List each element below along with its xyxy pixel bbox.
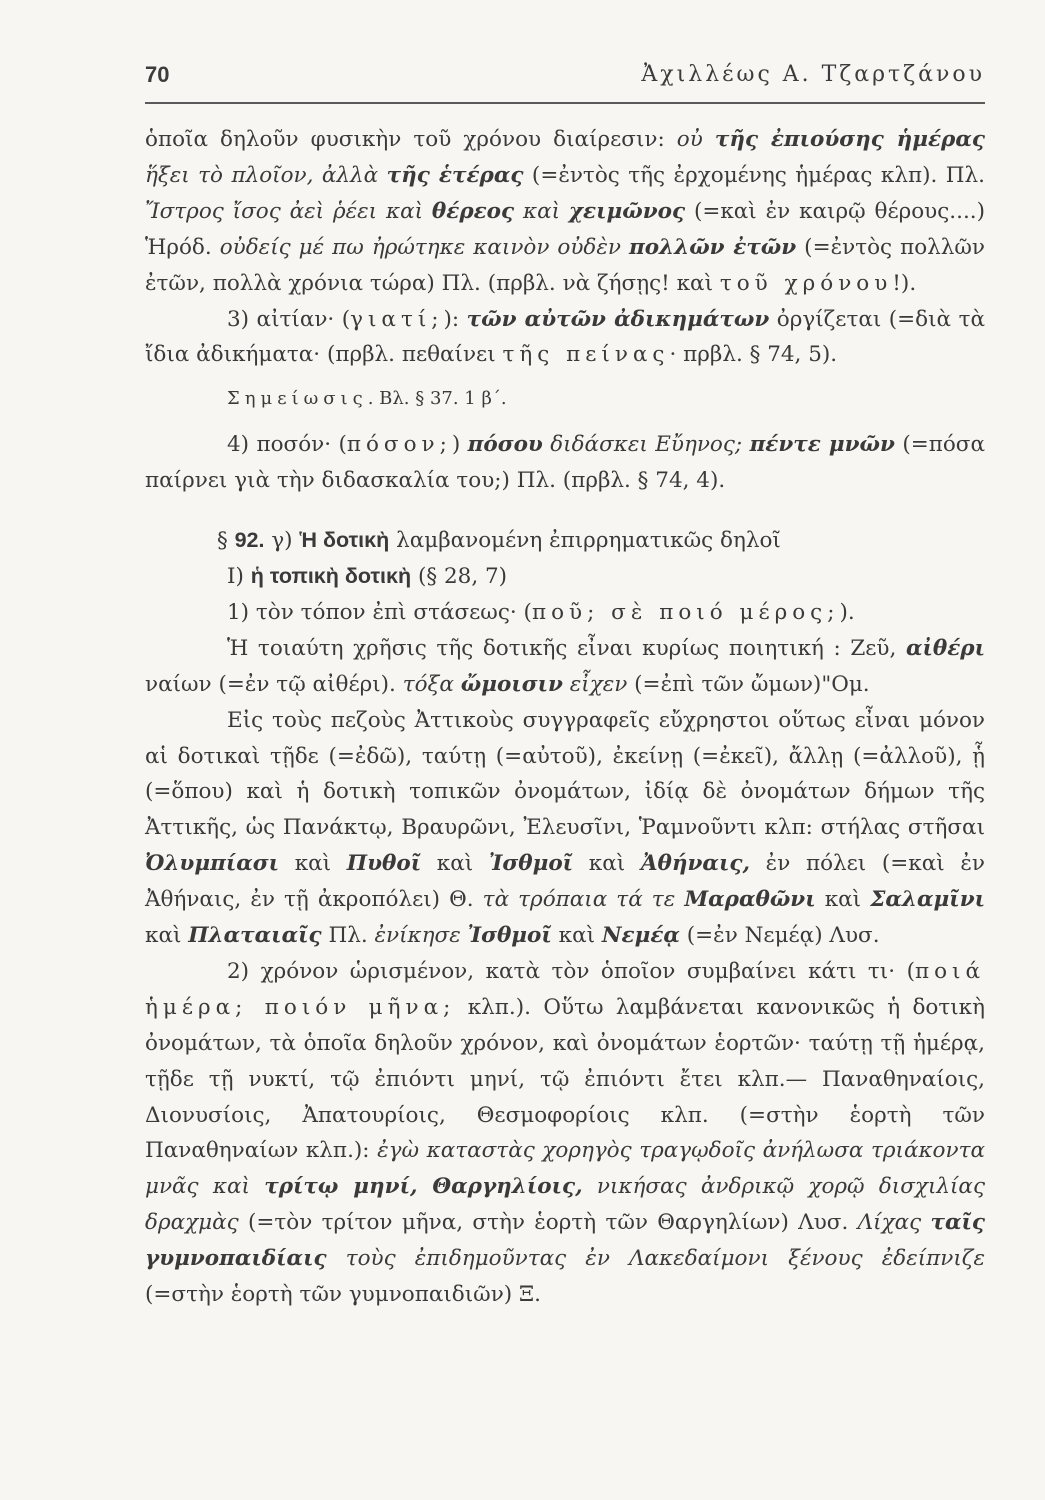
text-run: Ὀλυμπίασι [145,851,280,877]
text-run: πόσου [467,432,543,458]
text-run: (=ἐν Νεμέᾳ) Λυσ. [679,923,880,949]
text-run: Σαλαμῖνι [870,887,986,913]
text-run: ποῦ; σὲ ποιό μέρος; [531,599,840,625]
text-run: πέντε μνῶν [749,432,895,458]
text-run: 3) αἰτίαν· ( [227,306,351,332]
text-run: αἰθέρι [905,635,985,661]
text-run: 1) τὸν τόπον ἐπὶ στάσεως· ( [227,599,532,625]
para-item-3 [145,302,985,374]
text-run: 2) χρόνον ὡρισμένον, κατὰ τὸν ὁποῖον συμβαίνει κάτι τι· ( [227,958,915,984]
text-run: Νεμέᾳ [601,923,680,949]
text-run: !). [892,270,917,296]
text-run: πόσον; [346,432,452,458]
text-run: Ἴστρος ἴσος ἀεὶ ῥέει καὶ [145,198,432,224]
text-run: ): [443,306,467,332]
text-run: (=ἐντὸς πολλῶν ἐτῶν, πολλὰ χρόνια τώρα) Πλ. (πρβλ. νὰ ζήσῃς! καὶ [145,234,985,296]
text-run: καὶ [279,851,347,877]
text-run: ποιά ἡμέρα; ποιόν μῆνα; [145,958,985,1020]
text-run: τόξα [402,671,461,697]
text-run: γ) [264,528,300,554]
text-run: ὁποῖα δηλοῦν φυσικὴν τοῦ χρόνου διαίρεσιν: [145,127,677,152]
text-run: καὶ [145,923,189,949]
text-run: τὰ τρόπαια τά τε [482,887,685,913]
text-run: τοῦ χρόνου [719,270,893,296]
text-run: Λίχας [857,1210,931,1236]
para-note [145,381,985,417]
text-run: Ἰσθμοῖ [488,851,574,877]
text-run: τοὺς ἐπιδημοῦντας ἐν Λακεδαίμονι ξένους ἐδείπνιζε [326,1246,985,1272]
text-run: ὀργίζεται (=διὰ τὰ ἴδια ἀδικήματα· (πρβλ. πεθαίνει [145,306,985,368]
text-run: · πρβλ. § 74, 5). [669,342,838,368]
text-run: Ἡ δοτικὴ [299,528,390,553]
para-item-2 [145,954,985,1313]
para-local-dative [145,559,985,595]
text-run: νικήσας ἀνδρικῷ χορῷ δισχιλίας δραχμὰς [145,1174,985,1236]
para-item-4 [145,427,985,499]
text-run: (=καὶ ἐν καιρῷ θέρους....) Ἡρόδ. [145,198,985,260]
text-run: ναίων (=ἐν τῷ αἰθέρι). [145,671,403,697]
text-run: Ἀθήναις, [640,851,750,877]
text-run: γιατί; [350,306,444,332]
para-poetic-use [145,631,985,703]
text-run: . Βλ. § 37. 1 β΄. [367,388,507,410]
body-text [145,122,985,1313]
text-run: εἶχεν [562,671,628,697]
text-run: Εἰς τοὺς πεζοὺς Ἀττικοὺς συγγραφεῖς εὔχρηστοι οὕτως εἶναι μόνον αἱ δοτικαὶ τῇδε (=ἐδῶ), ταύτῃ (=αὐτοῦ), ἐκείνῃ (=ἐκεῖ), ἄλλῃ (=ἀλλοῦ), ᾗ (=ὅπου) καὶ ἡ δοτικὴ τοπικῶν ὀνομάτων, ἰδίᾳ δὲ ὀνομάτων δήμων τῆς Ἀττικῆς, ὡς Πανάκτῳ, Βραυρῶνι, Ἐλευσῖνι, Ῥαμνοῦντι κλπ: στήλας στῆσαι [145,707,985,841]
text-run: καὶ [421,851,489,877]
text-run: καὶ [815,887,871,913]
running-title: Ἀχιλλέως Α. Τζαρτζάνου [641,62,985,87]
text-run: ) [451,432,468,458]
text-run: θέρεος [431,198,515,224]
page-header [145,62,985,104]
text-run: Πυθοῖ [346,851,422,877]
text-run: τῆς ἐπιούσης ἡμέρας [714,127,985,152]
text-run: ὤμοισιν [460,671,563,697]
text-run: (=ἐντὸς τῆς ἐρχομένης ἡμέρας κλπ). Πλ. [523,162,985,188]
text-run: ἐνίκησε [374,923,468,949]
text-run: Ἰσθμοῖ [467,923,552,949]
para-continuation [145,122,985,302]
text-run: ταῖς γυμνοπαιδίαις [145,1210,985,1272]
text-run: (=στὴν ἑορτὴ τῶν γυμνοπαιδιῶν) Ξ. [145,1282,541,1308]
text-run: ἡ τοπικὴ δοτικὴ [250,563,412,588]
page-number: 70 [145,62,170,87]
text-run: πολλῶν ἐτῶν [628,234,797,260]
text-run: οὐ [676,127,715,152]
para-item-1 [145,595,985,631]
text-run: κλπ.). Οὕτω λαμβάνεται κανονικῶς ἡ δοτικὴ ὀνομάτων, τὰ ὁποῖα δηλοῦν χρόνον, καὶ ὀνομάτων ἑορτῶν· ταύτῃ τῇ ἡμέρᾳ, τῇδε τῇ νυκτί, τῷ ἐπιόντι μηνί, τῷ ἐπιόντι ἔτει κλπ.— Παναθηναίοις, Διονυσίοις, Ἀπατουρίοις, Θεσμοφορίοις κλπ. (=στὴν ἑορτὴ τῶν Παναθηναίων κλπ.): [145,994,985,1164]
text-run: χειμῶνος [568,198,686,224]
text-run: ἐν πόλει (=καὶ ἐν Ἀθήναις, ἐν τῇ ἀκροπόλει) Θ. [145,851,985,913]
para-section-92 [145,523,985,559]
text-run: τῆς ἑτέρας [386,162,524,188]
text-run: Πλαταιαῖς [188,923,322,949]
text-run: § [217,528,235,554]
text-run: 4) ποσόν· ( [227,432,347,458]
text-run: Σημείωσις [227,388,368,410]
text-run: τρίτῳ μηνί, Θαργηλίοις, [264,1174,583,1200]
para-attic-prose [145,703,985,954]
text-run: καὶ [551,923,602,949]
text-run: (§ 28, 7) [411,563,508,589]
text-run: 92. [234,528,265,553]
text-run: οὐδείς μέ πω ἠρώτηκε καινὸν οὐδὲν [219,234,629,260]
text-run: τῶν αὐτῶν ἀδικημάτων [466,306,770,332]
text-run: Ἡ τοιαύτη χρῆσις τῆς δοτικῆς εἶναι κυρίως ποιητική : Ζεῦ, [227,635,906,661]
text-run: (=ἐπὶ τῶν ὤμων)"Ομ. [627,671,870,697]
text-run: τῆς πείνας [502,342,670,368]
text-run: ). [839,599,855,625]
text-run: Πλ. [321,923,375,949]
text-run: I) [227,563,251,589]
text-run: λαμβανομένη ἐπιρρηματικῶς δηλοῖ [389,528,781,554]
text-run: ἥξει τὸ πλοῖον, ἀλλὰ [145,162,387,188]
text-run: ἐγὼ καταστὰς χορηγὸς τραγῳδοῖς ἀνήλωσα τριάκοντα μνᾶς καὶ [145,1138,985,1200]
text-run: καὶ [573,851,641,877]
text-run: διδάσκει Εὔηνος; [542,432,750,458]
text-run: καὶ [514,198,569,224]
text-run: Μαραθῶνι [684,887,816,913]
text-run: (=τὸν τρίτον μῆνα, στὴν ἑορτὴ τῶν Θαργηλίων) Λυσ. [238,1210,858,1236]
text-run: (=πόσα παίρνει γιὰ τὴν διδασκαλία του;) Πλ. (πρβλ. § 74, 4). [145,432,985,494]
